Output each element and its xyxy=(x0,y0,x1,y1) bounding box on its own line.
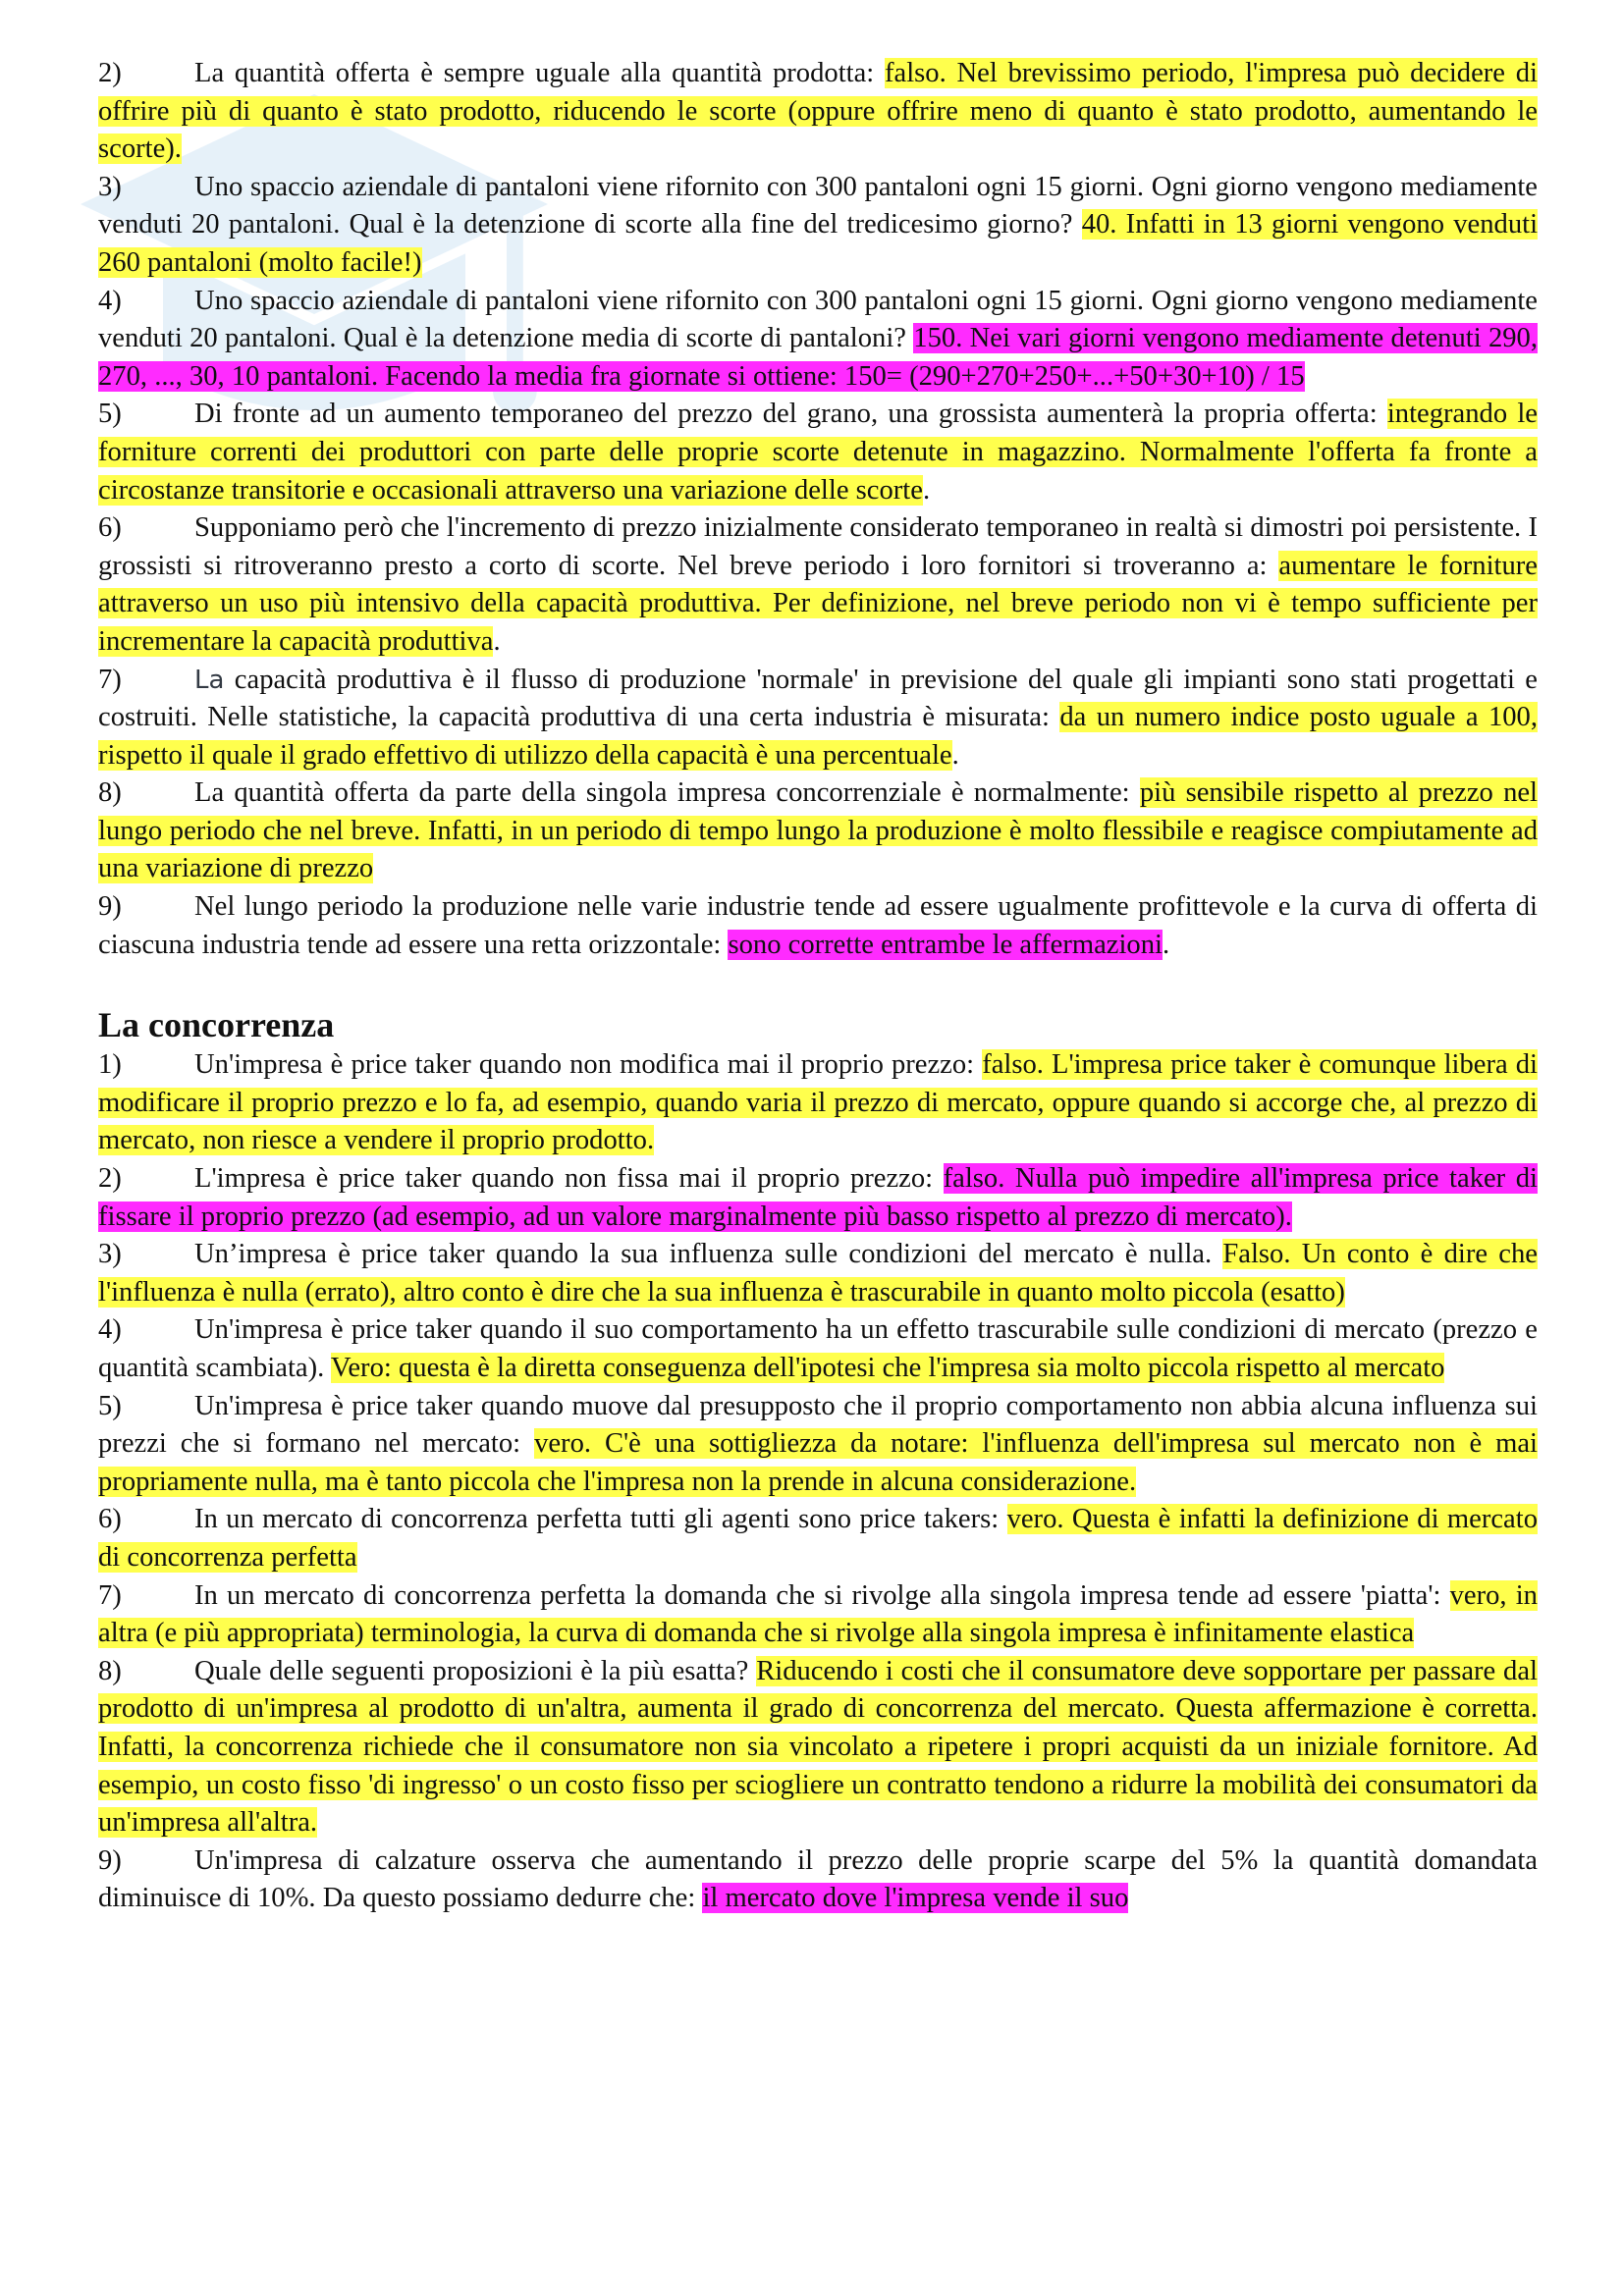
question-item xyxy=(98,55,1538,169)
question-text: In un mercato di concorrenza perfetta tutti gli agenti sono price takers: xyxy=(194,1504,1000,1535)
question-item xyxy=(98,1311,1538,1387)
answer-highlight: Falso. Un conto è dire che l'influenza è nulla (errato), altro conto è dire che la sua influenza è trascurabile in quanto molto piccola (esatto) xyxy=(98,1239,1538,1308)
question-text: capacità produttiva è il flusso di produzione 'normale' in previsione del quale gli impianti sono stati progettati e costruiti. Nelle statistiche, la capacità produttiva di una certa industria è misurata: xyxy=(98,664,1538,733)
question-text: Quale delle seguenti proposizioni è la più esatta? xyxy=(194,1655,749,1686)
answer-highlight: 40. Infatti in 13 giorni vengono venduti 260 pantaloni (molto facile!) xyxy=(98,209,1539,278)
question-text: Uno spaccio aziendale di pantaloni viene rifornito con 300 pantaloni ogni 15 giorni. Ogni giorno vengono mediamente venduti 20 pantaloni. Qual è la detenzione media di scorte di pantaloni? xyxy=(98,285,1538,354)
answer-highlight: falso. Nulla può impedire all'impresa price taker di fissare il proprio prezzo (ad esempio, ad un valore marginalmente più basso rispetto al prezzo di mercato). xyxy=(98,1163,1538,1232)
question-text: Un'impresa di calzature osserva che aumentando il prezzo delle proprie scarpe del 5% la quantità domandata diminuisce di 10%. Da questo possiamo dedurre che: xyxy=(98,1844,1538,1914)
question-text: Di fronte ad un aumento temporaneo del prezzo del grano, una grossista aumenterà la propria offerta: xyxy=(194,399,1378,430)
question-item xyxy=(98,662,1538,775)
question-item xyxy=(98,1577,1538,1653)
question-text: L'impresa è price taker quando non fissa mai il proprio prezzo: xyxy=(194,1163,934,1195)
answer-tail: . xyxy=(922,474,931,506)
question-number: 5) xyxy=(98,1390,122,1421)
question-number: 6) xyxy=(98,512,122,544)
question-number: 7) xyxy=(98,664,122,695)
question-number: 9) xyxy=(98,1844,122,1876)
question-item xyxy=(98,396,1538,509)
answer-highlight: Vero: questa è la diretta conseguenza dell'ipotesi che l'impresa sia molto piccola rispetto al mercato xyxy=(330,1353,1445,1383)
answer-highlight: falso. L'impresa price taker è comunque libera di modificare il proprio prezzo e lo fa, ad esempio, quando varia il prezzo di mercato, oppure quando si accorge che, al prezzo di mercato, non riesce a vendere il proprio prodotto. xyxy=(98,1049,1538,1156)
answer-highlight: vero, in altra (e più appropriata) terminologia, la curva di domanda che si rivolge alla singola impresa è infinitamente elastica xyxy=(98,1579,1538,1649)
question-number: 7) xyxy=(98,1579,122,1611)
question-number: 3) xyxy=(98,1239,122,1270)
section-offerta xyxy=(98,55,1538,964)
answer-highlight: più sensibile rispetto al prezzo nel lungo periodo che nel breve. Infatti, in un periodo di tempo lungo la produzione è molto flessibile e reagisce compiutamente ad una variazione di prezzo xyxy=(98,777,1538,884)
section-concorrenza xyxy=(98,1046,1538,1918)
question-item xyxy=(98,283,1538,397)
answer-highlight: aumentare le forniture attraverso un uso più intensivo della capacità produttiva. Per definizione, nel breve periodo non vi è tempo sufficiente per incrementare la capacità produttiva xyxy=(98,550,1538,657)
question-item xyxy=(98,509,1538,661)
question-text: Uno spaccio aziendale di pantaloni viene rifornito con 300 pantaloni ogni 15 giorni. Ogni giorno vengono mediamente venduti 20 pantaloni. Qual è la detenzione di scorte alla fine del tredicesimo giorno? xyxy=(98,171,1538,240)
question-number: 9) xyxy=(98,891,122,923)
answer-highlight: vero. Questa è infatti la definizione di mercato di concorrenza perfetta xyxy=(98,1504,1538,1573)
answer-highlight: da un numero indice posto uguale a 100, rispetto il quale il grado effettivo di utilizzo della capacità è una percentuale xyxy=(98,702,1538,771)
question-item xyxy=(98,1236,1538,1311)
question-number: 1) xyxy=(98,1049,122,1081)
answer-highlight: il mercato dove l'impresa vende il suo xyxy=(702,1883,1129,1914)
answer-highlight: falso. Nel brevissimo periodo, l'impresa può decidere di offrire più di quanto è stato prodotto, riducendo le scorte (oppure offrire meno di quanto è stato prodotto, aumentando le scorte). xyxy=(98,58,1539,165)
question-text: Un’impresa è price taker quando la sua influenza sulle condizioni del mercato è nulla. xyxy=(194,1239,1213,1270)
question-item xyxy=(98,888,1538,964)
question-text: Supponiamo però che l'incremento di prezzo inizialmente considerato temporaneo in realtà si dimostri poi persistente. I grossisti si ritroveranno presto a corto di scorte. Nel breve periodo i loro fornitori si troveranno a: xyxy=(98,512,1538,581)
question-text: Nel lungo periodo la produzione nelle varie industrie tende ad essere ugualmente profittevole e la curva di offerta di ciascuna industria tende ad essere una retta orizzontale: xyxy=(98,891,1538,960)
question-number: 4) xyxy=(98,285,122,316)
answer-highlight: 150. Nei vari giorni vengono mediamente detenuti 290, 270, ..., 30, 10 pantaloni. Facendo la media fra giornate si ottiene: 150= (290+270+250+...+50+30+10) / 15 xyxy=(98,323,1539,392)
question-text: Un'impresa è price taker quando muove dal presupposto che il proprio comportamento non abbia alcuna influenza sui prezzi che si formano nel mercato: xyxy=(98,1390,1538,1460)
question-number: 8) xyxy=(98,777,122,809)
answer-tail: . xyxy=(1162,929,1170,960)
section-title: La concorrenza xyxy=(98,1005,335,1045)
document-body xyxy=(98,55,1538,1918)
question-number: 8) xyxy=(98,1655,122,1686)
question-text: Un'impresa è price taker quando il suo comportamento ha un effetto trascurabile sulle condizioni di mercato (prezzo e quantità scambiata). xyxy=(98,1314,1538,1383)
question-number: 6) xyxy=(98,1504,122,1535)
question-text-sans: La xyxy=(194,665,225,695)
question-number: 4) xyxy=(98,1314,122,1346)
question-item xyxy=(98,1501,1538,1576)
answer-highlight: integrando le forniture correnti dei produttori con parte delle proprie scorte detenute in magazzino. Normalmente l'offerta fa fronte a circostanze transitorie e occasionali attraverso una variazione delle scorte xyxy=(98,399,1538,506)
question-text: In un mercato di concorrenza perfetta la domanda che si rivolge alla singola impresa tende ad essere 'piatta': xyxy=(194,1579,1441,1611)
question-item xyxy=(98,1160,1538,1236)
question-number: 3) xyxy=(98,171,122,202)
question-item xyxy=(98,169,1538,283)
question-item xyxy=(98,1842,1538,1918)
answer-highlight: sono corrette entrambe le affermazioni xyxy=(728,929,1163,960)
question-item xyxy=(98,1388,1538,1502)
answer-highlight: Riducendo i costi che il consumatore deve sopportare per passare dal prodotto di un'impresa al prodotto di un'altra, aumenta il grado di concorrenza del mercato. Questa affermazione è corretta. Infatti, la concorrenza richiede che il consumatore non sia vincolato a ripetere i propri acquisti da un iniziale fornitore. Ad esempio, un costo fisso 'di ingresso' o un costo fisso per sciogliere un contratto tendono a ridurre la mobilità dei consumatori da un'impresa all'altra. xyxy=(98,1655,1538,1839)
question-text: La quantità offerta è sempre uguale alla quantità prodotta: xyxy=(194,58,875,88)
question-number: 2) xyxy=(98,58,122,88)
question-item xyxy=(98,774,1538,888)
question-number: 2) xyxy=(98,1163,122,1195)
answer-highlight: vero. C'è una sottigliezza da notare: l'influenza dell'impresa sul mercato non è mai propriamente nulla, ma è tanto piccola che l'impresa non la prende in alcuna considerazione. xyxy=(98,1428,1538,1497)
question-text: La quantità offerta da parte della singola impresa concorrenziale è normalmente: xyxy=(194,777,1130,809)
question-item xyxy=(98,1653,1538,1842)
answer-tail: . xyxy=(493,625,501,657)
question-text: Un'impresa è price taker quando non modifica mai il proprio prezzo: xyxy=(194,1049,975,1081)
question-item xyxy=(98,1046,1538,1160)
question-number: 5) xyxy=(98,399,122,430)
answer-tail: . xyxy=(951,739,959,771)
